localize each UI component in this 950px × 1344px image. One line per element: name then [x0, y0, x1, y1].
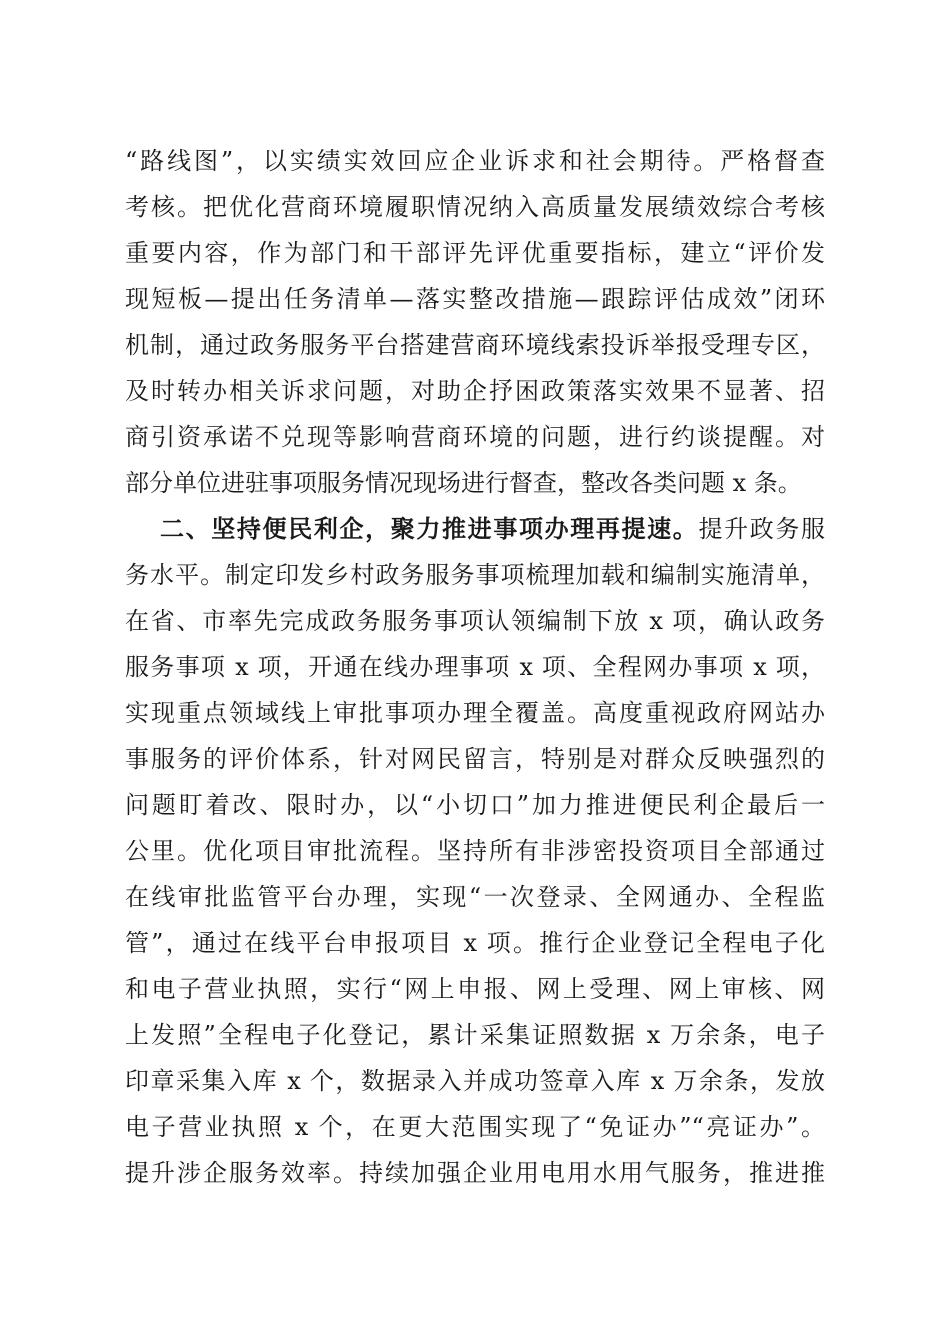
text-line: 服务事项 x 项，开通在线办理事项 x 项、全程网办事项 x 项， — [125, 653, 825, 681]
text-line: 在省、市率先完成政务服务事项认领编制下放 x 项，确认政务 — [125, 607, 825, 635]
text-line: 在线审批监管平台办理，实现“一次登录、全网通办、全程监 — [125, 883, 825, 911]
text-line: 现短板—提出任务清单—落实整改措施—跟踪评估成效”闭环 — [125, 285, 825, 313]
text-line: 部分单位进驻事项服务情况现场进行督查，整改各类问题 x 条。 — [125, 469, 802, 497]
section-heading-line — [160, 514, 825, 544]
text-line: 印章采集入库 x 个，数据录入并成功签章入库 x 万余条，发放 — [125, 1067, 825, 1095]
text-line: 上发照”全程电子化登记，累计采集证照数据 x 万余条，电子 — [125, 1021, 825, 1049]
text-line: 机制，通过政务服务平台搭建营商环境线索投诉举报受理专区， — [125, 331, 825, 359]
text-line: 实现重点领域线上审批事项办理全覆盖。高度重视政府网站办 — [125, 699, 825, 727]
text-line: “路线图”，以实绩实效回应企业诉求和社会期待。严格督查 — [125, 147, 825, 175]
text-line: 问题盯着改、限时办，以“小切口”加力推进便民利企最后一 — [125, 791, 825, 819]
section-heading: 二、坚持便民利企，聚力推进事项办理再提速。 — [160, 515, 699, 543]
text-line: 提升涉企服务效率。持续加强企业用电用水用气服务，推进推 — [125, 1159, 825, 1187]
section-heading-continuation: 提升政务服 — [698, 515, 826, 543]
text-line: 管”，通过在线平台申报项目 x 项。推行企业登记全程电子化 — [125, 929, 825, 957]
text-line: 考核。把优化营商环境履职情况纳入高质量发展绩效综合考核 — [125, 193, 825, 221]
text-line: 务水平。制定印发乡村政务服务事项梳理加载和编制实施清单， — [125, 561, 825, 589]
text-line: 商引资承诺不兑现等影响营商环境的问题，进行约谈提醒。对 — [125, 423, 825, 451]
text-line: 公里。优化项目审批流程。坚持所有非涉密投资项目全部通过 — [125, 837, 825, 865]
text-line: 和电子营业执照，实行“网上申报、网上受理、网上审核、网 — [125, 975, 825, 1003]
text-line: 重要内容，作为部门和干部评先评优重要指标，建立“评价发 — [125, 239, 825, 267]
text-line: 及时转办相关诉求问题，对助企抒困政策落实效果不显著、招 — [125, 377, 825, 405]
text-line: 电子营业执照 x 个，在更大范围实现了“免证办”“亮证办”。 — [125, 1113, 825, 1141]
text-line: 事服务的评价体系，针对网民留言，特别是对群众反映强烈的 — [125, 745, 825, 773]
